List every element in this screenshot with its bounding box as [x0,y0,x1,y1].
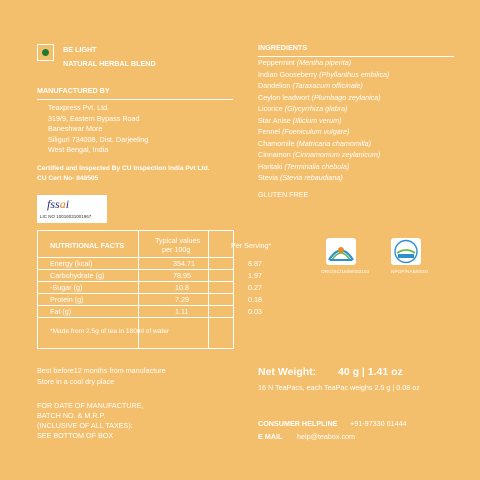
fssai-logo [37,195,107,223]
nutrition-row-divider [38,293,233,294]
usda-organic-logo-icon [391,238,421,265]
nutrition-row-divider [38,317,233,318]
gluten-free-label: GLUTEN FREE [258,190,309,199]
nutrition-row-serving: 0.03 [248,307,262,316]
nutrition-row-label: -Sugar (g) [50,283,83,292]
ingredient-item: Stevia (Stevia rebaudiana) [258,173,343,182]
ingredient-item: Chamomile (Matricaria chamomilla) [258,138,372,148]
nutrition-row-divider [38,269,233,270]
nutrition-row-per100: 7.29 [175,295,189,304]
nutrition-row-divider [38,281,233,282]
brand-line-1: BE LIGHT [63,45,97,54]
net-weight-label: Net Weight: [258,366,317,378]
manufacturer-line: Teaxpress Pvt. Ltd. [48,103,110,112]
nutrition-column-divider [208,231,209,348]
ingredient-item: Indian Gooseberry (Phyllanthus embilica) [258,69,390,79]
nutrition-row-per100: 354.71 [173,259,195,268]
batch-line: SEE BOTTOM OF BOX [37,431,114,440]
manufacturer-line: Baneshwar More [48,124,103,133]
manufacturer-heading: MANUFACTURED BY [37,86,110,95]
nutrition-footnote: *Made from 2.5g of tea in 180ml of water [50,328,170,335]
batch-line: BATCH NO. & M.R.P. [37,411,106,420]
nutrition-row-divider [38,257,233,258]
nutrition-row-label: Carbohydrate (g) [50,271,105,280]
vegetarian-mark-icon [37,44,54,61]
net-weight-detail: 16 N TeaPacs, each TeaPac weighs 2.5 g | 0.08 oz [258,383,420,392]
nutrition-row-per100: 1.11 [175,307,189,316]
fssai-wordmark: fssai [47,197,70,211]
manufacturer-line: 319/9, Eastern Bypass Road [48,113,140,123]
best-before-text: Best before12 months from manufacture [37,366,166,375]
ingredient-item: Haritaki (Terminalia chebula) [258,161,350,171]
ingredient-item: Dandelion (Taraxacum officinale) [258,81,363,90]
ingredient-item: Peppermint (Mentha piperita) [258,58,352,67]
nutrition-row-serving: 8.87 [248,259,262,268]
batch-line: (INCLUSIVE OF ALL TAXES): [37,421,133,430]
email-label: E MAIL [258,432,283,441]
nutrition-col2-header: Per Serving* [231,241,272,250]
nutrition-row-serving: 1.97 [248,271,262,280]
nutrition-row-serving: 0.27 [248,283,262,292]
batch-line: FOR DATE OF MANUFACTURE, [37,401,144,410]
helpline-value: +91-97330 61444 [350,419,407,428]
ingredient-item: Cinnamon (Cinnamomum zeylanicum) [258,150,381,159]
npop-code: NPOP/NAB/0010 [391,270,428,275]
ingredient-item: Fennel (Foeniculum vulgare) [258,127,350,136]
india-organic-code: ORG/SC/1609/002103 [321,270,370,275]
fssai-license: LIC NO 10016031001967 [40,214,92,219]
brand-line-2: NATURAL HERBAL BLEND [63,59,156,68]
certified-line-2: CU Cert No- 848505 [37,175,99,182]
nutrition-row-serving: 0.18 [248,295,262,304]
nutrition-row-label: Fat (g) [50,307,72,316]
ingredients-heading: INGREDIENTS [258,43,308,52]
ingredients-divider [258,56,454,57]
nutrition-row-label: Energy (kcal) [50,259,93,268]
nutrition-row-divider [38,305,233,306]
india-organic-logo-icon [326,238,356,265]
nutrition-heading: NUTRITIONAL FACTS [50,241,125,250]
nutrition-col1-header: Typical values [155,236,201,245]
nutrition-row-per100: 10.8 [175,283,189,292]
ingredient-item: Star Anise (Illicium verum) [258,115,342,125]
email-value: help@teabox.com [297,432,356,441]
storage-text: Store in a cool dry place [37,377,115,386]
manufacturer-divider [37,99,233,100]
ingredient-item: Ceylon leadwort (Plumbago zeylanica) [258,92,381,102]
certified-line-1: Certified and Inspected By CU Inspection India Pvt Ltd. [37,165,210,172]
manufacturer-line: Siliguri 734008, Dist. Darjeeling [48,134,149,144]
net-weight-value: 40 g | 1.41 oz [338,366,403,378]
ingredient-item: Licorice (Glycyrrhiza glabra) [258,104,348,113]
manufacturer-line: West Bengal, India [48,145,109,154]
nutrition-row-per100: 78.95 [173,271,191,280]
nutrition-row-label: Protein (g) [50,295,84,304]
nutrition-col1-header: per 100g [162,245,191,254]
helpline-label: CONSUMER HELPLINE [258,419,338,428]
